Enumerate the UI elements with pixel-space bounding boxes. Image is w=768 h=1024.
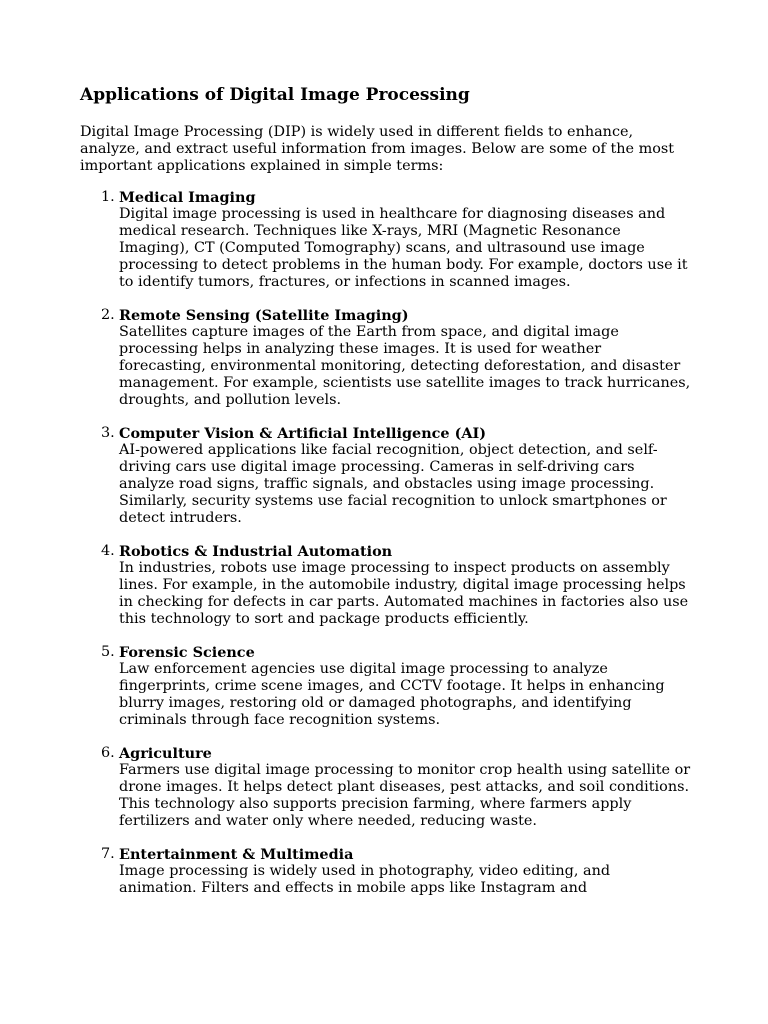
item-heading: Entertainment & Multimedia [119,846,354,863]
item-body: Digital image processing is used in healthcare for diagnosing diseases and medical research. Techniques like X-rays, MRI (Magnetic Resonance Imaging), CT (Computed Tomography) scans, and ultrasound use image processing to detect problems in the human body. For example, doctors use it to identify tumors, fractures, or infections in scanned images. [119,206,688,290]
document-page [80,84,692,913]
item-number: 4. [101,543,115,559]
item-number: 5. [101,644,115,660]
item-body: Law enforcement agencies use digital image processing to analyze fingerprints, crime scene images, and CCTV footage. It helps in enhancing blurry images, restoring old or damaged photographs, and identifying criminals through face recognition systems. [119,661,665,728]
list-item [80,189,692,291]
document-title: Applications of Digital Image Processing [80,85,470,105]
item-heading: Robotics & Industrial Automation [119,543,393,560]
list-item [80,543,692,628]
item-heading: Computer Vision & Artificial Intelligence (AI) [119,425,487,442]
item-body: In industries, robots use image processing to inspect products on assembly lines. For example, in the automobile industry, digital image processing helps in checking for defects in car parts. Automated machines in factories also use this technology to sort and package products efficiently. [119,560,689,627]
item-number: 1. [101,189,115,205]
item-number: 7. [101,846,115,862]
list-item [80,307,692,409]
item-heading: Agriculture [119,745,212,762]
applications-list [80,189,692,897]
list-item [80,644,692,729]
intro-paragraph: Digital Image Processing (DIP) is widely used in different fields to enhance, analyze, and extract useful information from images. Below are some of the most important applications explained in simple terms: [80,124,675,174]
item-number: 6. [101,745,115,761]
item-heading: Remote Sensing (Satellite Imaging) [119,307,409,324]
item-number: 3. [101,425,115,441]
item-heading: Forensic Science [119,644,255,661]
item-body: Satellites capture images of the Earth from space, and digital image processing helps in analyzing these images. It is used for weather forecasting, environmental monitoring, detecting deforestation, and disaster management. For example, scientists use satellite images to track hurricanes, droughts, and pollution levels. [119,324,691,408]
item-body: AI-powered applications like facial recognition, object detection, and self-driving cars use digital image processing. Cameras in self-driving cars analyze road signs, traffic signals, and obstacles using image processing. Similarly, security systems use facial recognition to unlock smartphones or detect intruders. [119,442,667,526]
list-item [80,425,692,527]
list-item [80,846,692,897]
item-body: Image processing is widely used in photography, video editing, and animation. Filters and effects in mobile apps like Instagram and [119,863,611,896]
item-number: 2. [101,307,115,323]
item-heading: Medical Imaging [119,189,256,206]
item-body: Farmers use digital image processing to monitor crop health using satellite or drone images. It helps detect plant diseases, pest attacks, and soil conditions. This technology also supports precision farming, where farmers apply fertilizers and water only where needed, reducing waste. [119,762,691,829]
list-item [80,745,692,830]
